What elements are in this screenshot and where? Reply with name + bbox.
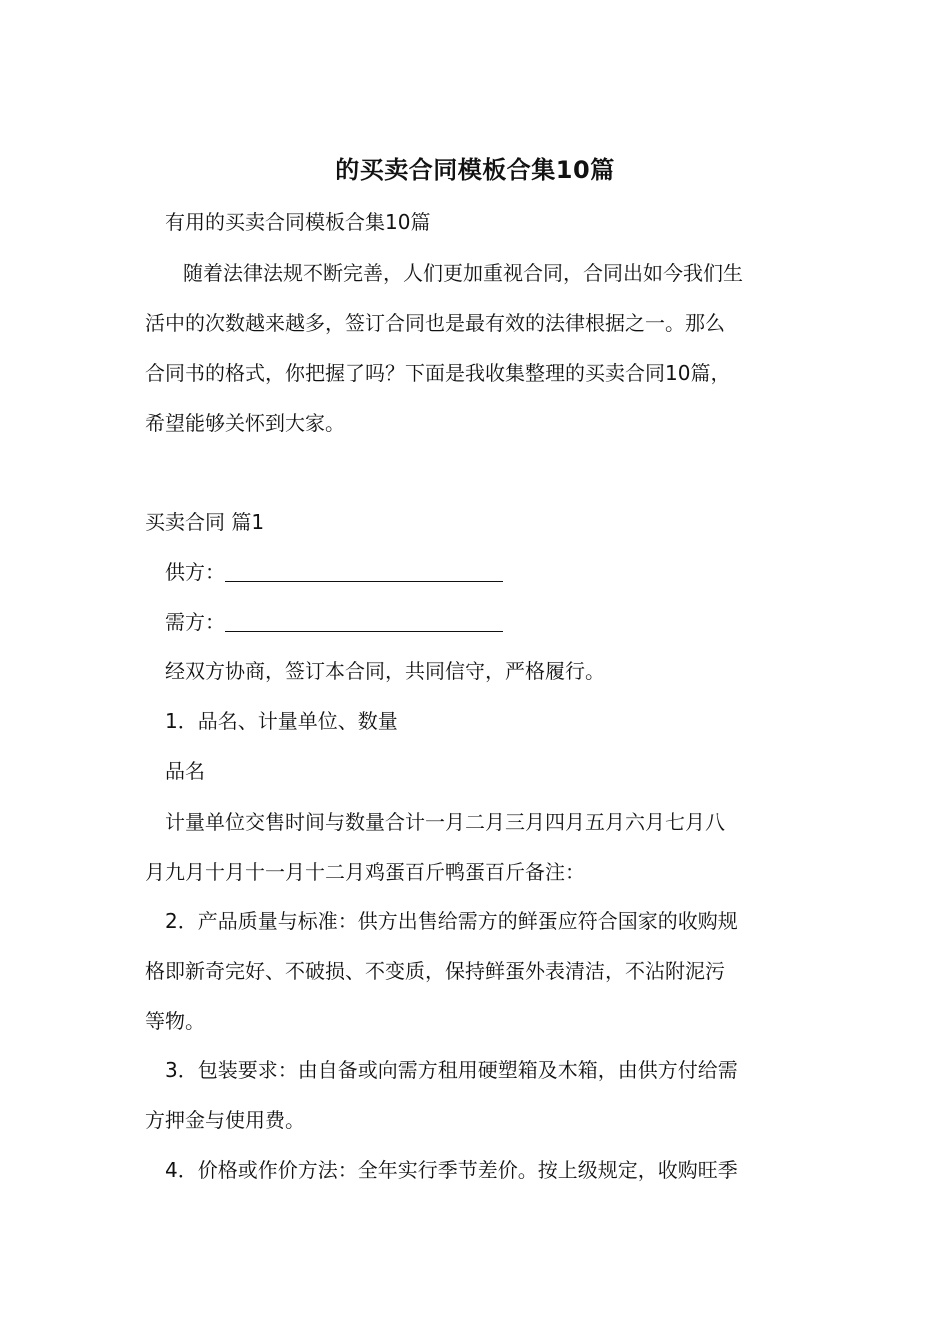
item1-table-line-2: 月九月十月十一月十二月鸡蛋百斤鸭蛋百斤备注： (145, 860, 585, 884)
item1-sub: 品名 (165, 759, 205, 783)
buyer-row (165, 607, 830, 637)
intro-line-3: 合同书的格式，你把握了吗？下面是我收集整理的买卖合同10篇， (145, 361, 731, 385)
supplier-label: 供方： (165, 560, 225, 584)
item1-table-line-1: 计量单位交售时间与数量合计一月二月三月四月五月六月七月八 (165, 810, 725, 834)
item3-line-2: 方押金与使用费。 (145, 1108, 305, 1132)
intro-line-1: 随着法律法规不断完善，人们更加重视合同，合同出如今我们生 (183, 261, 743, 285)
item2-line-3: 等物。 (145, 1009, 205, 1033)
supplier-row (165, 557, 830, 587)
buyer-label: 需方： (165, 610, 225, 634)
item2-line-2: 格即新奇完好、不破损、不变质，保持鲜蛋外表清洁，不沾附泥污 (145, 959, 725, 983)
section-heading: 买卖合同 篇1 (145, 510, 265, 534)
item4-line-1: 4．价格或作价方法：全年实行季节差价。按上级规定，收购旺季 (165, 1158, 738, 1182)
item3-line-1: 3．包装要求：由自备或向需方租用硬塑箱及木箱，由供方付给需 (165, 1058, 738, 1082)
item2-line-1: 2．产品质量与标准：供方出售给需方的鲜蛋应符合国家的收购规 (165, 909, 738, 933)
supplier-blank-line (225, 559, 503, 582)
document-title: 的买卖合同模板合集10篇 (335, 156, 615, 184)
item1-heading: 1．品名、计量单位、数量 (165, 709, 398, 733)
intro-line-2: 活中的次数越来越多，签订合同也是最有效的法律根据之一。那么 (145, 311, 725, 335)
document-subtitle: 有用的买卖合同模板合集10篇 (165, 210, 431, 234)
agreement-text: 经双方协商，签订本合同，共同信守，严格履行。 (165, 659, 605, 683)
intro-line-4: 希望能够关怀到大家。 (145, 411, 345, 435)
buyer-blank-line (225, 609, 503, 632)
